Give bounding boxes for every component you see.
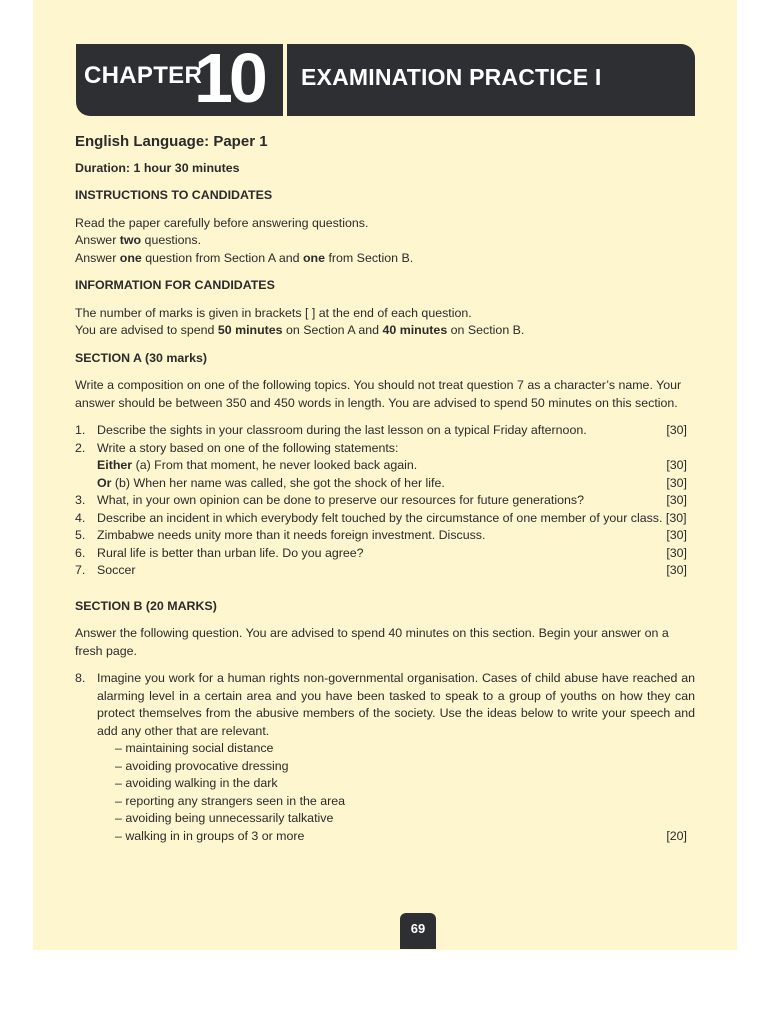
instruction-line: Read the paper carefully before answering questions. [75, 215, 369, 230]
chapter-banner [76, 39, 695, 117]
question-item: 2. Write a story based on one of the following statements: [75, 440, 399, 455]
section-b-mark: [20] [666, 828, 687, 843]
instruction-line: Answer one question from Section A and one from Section B. [75, 250, 414, 265]
information-body [75, 305, 695, 340]
chapter-number: 10 [194, 39, 264, 117]
question-item: 6. Rural life is better than urban life. Do you agree? [30] [75, 545, 687, 560]
question-item: 4. Describe an incident in which everybody felt touched by the circumstance of one member of your class. [30] [75, 510, 687, 525]
banner-divider [283, 44, 287, 116]
question-item: 3. What, in your own opinion can be done to preserve our resources for future generations? [30] [75, 493, 687, 507]
page-number: 69 [400, 913, 436, 949]
question-option: Either (a) From that moment, he never looked back again. [30] [97, 458, 687, 472]
idea-item: – maintaining social distance [115, 741, 274, 755]
section-b-questions [75, 670, 695, 740]
section-b-heading: SECTION B (20 MARKS) [75, 598, 217, 613]
idea-item: – avoiding walking in the dark [115, 776, 278, 790]
idea-item: – reporting any strangers seen in the area [115, 793, 346, 808]
question-item: 1. Describe the sights in your classroom during the last lesson on a typical Friday afternoon. [30] [75, 423, 687, 437]
information-line: The number of marks is given in brackets [ ] at the end of each question. [75, 305, 472, 320]
question-item: 5. Zimbabwe needs unity more than it needs foreign investment. Discuss. [30] [75, 528, 687, 542]
exam-content [75, 133, 695, 845]
information-heading: INFORMATION FOR CANDIDATES [75, 278, 275, 292]
page [33, 0, 737, 950]
question-option: Or (b) When her name was called, she got the shock of her life. [30] [97, 475, 687, 490]
section-b-intro: Answer the following question. You are advised to spend 40 minutes on this section. Begin your answer on a fresh page. [75, 626, 669, 658]
idea-item: – avoiding being unnecessarily talkative [115, 811, 334, 825]
section-a-questions [75, 422, 695, 580]
idea-item: – walking in in groups of 3 or more [20] [115, 828, 695, 846]
paper-title: English Language: Paper 1 [75, 133, 268, 150]
section-a-intro: Write a composition on one of the following topics. You should not treat question 7 as a character’s name. Your answer should be between 350 and 450 words in length. You are advised to spend 50 minutes on this section. [75, 378, 682, 410]
speech-ideas [75, 740, 695, 845]
question-item: 8. Imagine you work for a human rights non-governmental organisation. Cases of child abuse have reached an alarming level in a certain area and you have been tasked to speak to a group of youths on how they can protect themselves from the abusive members of the society. Use the ideas below to write your speech and add any other that are relevant. [75, 671, 695, 738]
instructions-body [75, 215, 695, 268]
instructions-heading: INSTRUCTIONS TO CANDIDATES [75, 188, 273, 202]
information-line: You are advised to spend 50 minutes on Section A and 40 minutes on Section B. [75, 323, 525, 337]
question-item: 7. Soccer [30] [75, 563, 687, 577]
duration: Duration: 1 hour 30 minutes [75, 160, 240, 175]
idea-item: – avoiding provocative dressing [115, 758, 289, 773]
chapter-word: CHAPTER [84, 62, 203, 89]
chapter-title: EXAMINATION PRACTICE I [301, 64, 602, 90]
section-a-heading: SECTION A (30 marks) [75, 350, 207, 365]
instruction-line: Answer two questions. [75, 233, 202, 247]
